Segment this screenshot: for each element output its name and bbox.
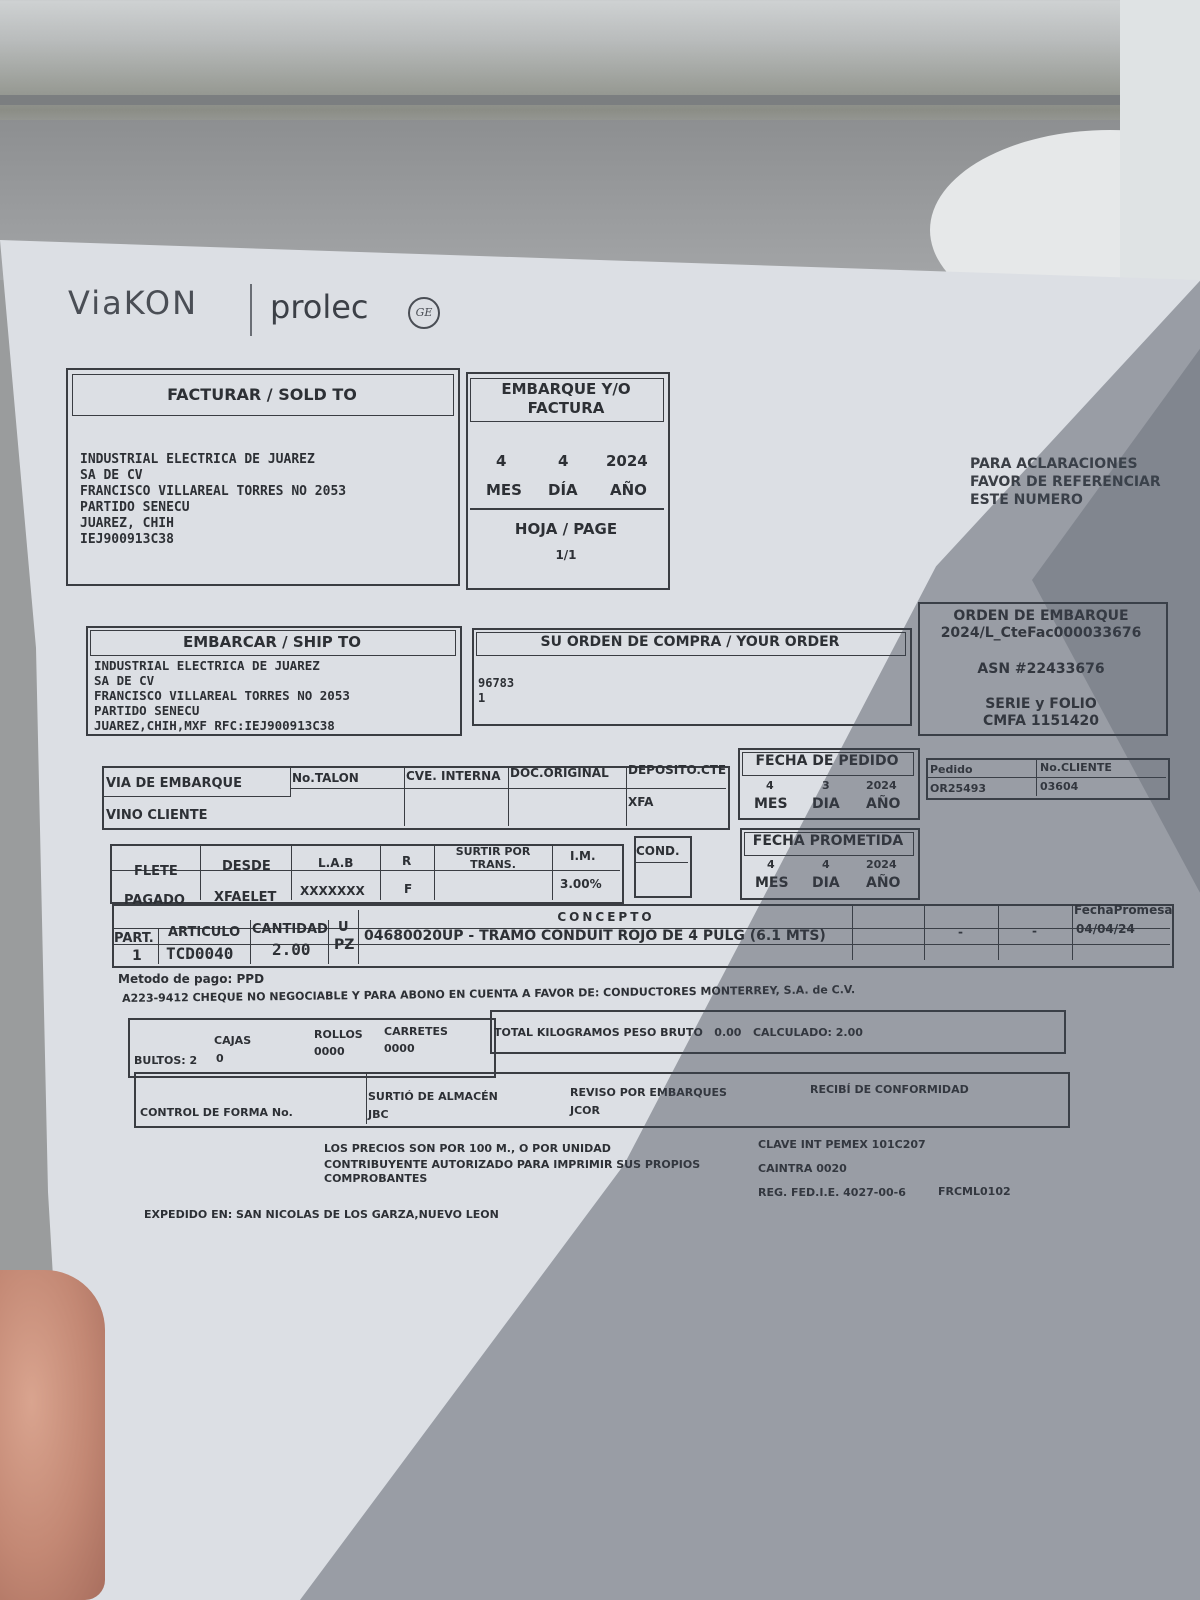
part-header: PART.: [114, 931, 154, 946]
clave-pemex: CLAVE INT PEMEX 101C207: [758, 1138, 926, 1151]
guardrail: [0, 95, 1200, 105]
lab-header: L.A.B: [318, 856, 354, 870]
fecha-pedido-anio-label: AÑO: [866, 796, 901, 812]
comprobantes-note: COMPROBANTES: [324, 1172, 428, 1185]
fecha-promesa-header: FechaPromesa: [1074, 903, 1173, 917]
cliente-header: No.CLIENTE: [1040, 761, 1112, 774]
fecha-pedido-dia: 3: [822, 779, 830, 792]
control-box: [134, 1072, 1070, 1128]
reviso-value: JCOR: [570, 1104, 600, 1117]
cond-divider: [634, 862, 688, 863]
fecha-prometida-anio: 2024: [866, 858, 897, 871]
cantidad-header: CANTIDAD: [252, 922, 328, 937]
pedido-value: OR25493: [930, 782, 987, 795]
sold-to-title: FACTURAR / SOLD TO: [167, 385, 357, 404]
ship-to-title: EMBARCAR / SHIP TO: [183, 633, 361, 651]
thumb-holding-paper: [0, 1270, 105, 1600]
embarque-dia-label: DÍA: [548, 481, 578, 499]
surtio-label: SURTIÓ DE ALMACÉN: [368, 1090, 498, 1103]
col-divider: [998, 904, 999, 960]
embarque-title: EMBARQUE Y/O FACTURA: [501, 380, 631, 417]
cond-label: COND.: [636, 844, 680, 858]
im-value: 3.00%: [560, 877, 602, 891]
doc-header: DOC.ORIGINAL: [510, 766, 609, 780]
fecha-pedido-mes: 4: [766, 779, 774, 792]
desde-header: DESDE: [222, 859, 271, 874]
rollos-value: 0000: [314, 1045, 345, 1058]
fecha-prometida-mes: 4: [767, 858, 775, 871]
sold-to-address: [80, 452, 346, 548]
control-divider: [366, 1072, 367, 1124]
surtio-value: JBC: [368, 1108, 389, 1121]
fecha-promesa-value: 04/04/24: [1076, 922, 1135, 936]
your-order-title: SU ORDEN DE COMPRA / YOUR ORDER: [540, 634, 840, 650]
cajas-value: 0: [216, 1052, 224, 1065]
fecha-prometida-title: FECHA PROMETIDA: [752, 833, 904, 849]
deposito-header: DEPOSITO.CTE: [628, 763, 727, 777]
fecha-prometida-mes-label: MES: [755, 875, 789, 891]
precios-note: LOS PRECIOS SON POR 100 M., O POR UNIDAD: [324, 1142, 611, 1155]
part-value: 1: [132, 948, 142, 964]
aclaraciones-note: [970, 455, 1161, 509]
aclaraciones-line: ESTE NUMERO: [970, 492, 1083, 508]
page-label: HOJA / PAGE: [514, 520, 618, 538]
ge-logo-icon: GE: [408, 297, 440, 329]
reg-fed: REG. FED.I.E. 4027-00-6: [758, 1186, 906, 1199]
via-value: VINO CLIENTE: [106, 808, 208, 823]
flete-header: FLETE: [134, 864, 178, 879]
fecha-pedido-anio: 2024: [866, 779, 897, 792]
embarque-mes-label: MES: [486, 481, 522, 499]
pedido-header: Pedido: [930, 763, 973, 776]
col-divider: [158, 928, 159, 964]
ship-to-line: INDUSTRIAL ELECTRICA DE JUAREZ: [94, 658, 320, 673]
embarque-mes: 4: [496, 452, 507, 470]
your-order-line: 96783: [478, 676, 515, 690]
frcm-code: FRCML0102: [938, 1185, 1011, 1198]
viakon-logo: ViaKON: [68, 284, 199, 322]
col-divider: [924, 904, 925, 960]
embarque-dia: 4: [558, 452, 569, 470]
items-row-rule: [112, 944, 1170, 945]
window-frame: [1120, 0, 1200, 300]
your-order-line: 1: [478, 691, 486, 705]
via-header: VIA DE EMBARQUE: [106, 776, 242, 791]
peso-total: TOTAL KILOGRAMOS PESO BRUTO 0.00 CALCULADO: 2.00: [494, 1026, 863, 1039]
lab-value: XXXXXXX: [300, 884, 365, 898]
cve-header: CVE. INTERNA: [406, 769, 501, 783]
concepto-header: CONCEPTO: [557, 910, 655, 924]
sold-to-line: JUAREZ, CHIH: [80, 516, 174, 531]
u-value: PZ: [334, 937, 355, 953]
cantidad-value: 2.00: [272, 940, 311, 959]
metodo-pago: Metodo de pago: PPD: [118, 972, 265, 986]
cliente-value: 03604: [1040, 780, 1079, 793]
sold-to-line: IEJ900913C38: [80, 532, 174, 547]
sold-to-line: FRANCISCO VILLAREAL TORRES NO 2053: [80, 484, 347, 499]
aclaraciones-line: PARA ACLARACIONES: [970, 456, 1138, 472]
col-divider: [250, 920, 251, 964]
serie-label: SERIE y FOLIO: [985, 696, 1097, 712]
expedido-en: EXPEDIDO EN: SAN NICOLAS DE LOS GARZA,NUEVO LEON: [144, 1208, 499, 1221]
prolec-logo: prolec: [270, 288, 369, 326]
col-divider: [852, 904, 853, 960]
fecha-prometida-anio-label: AÑO: [866, 875, 901, 891]
contribuyente-note: CONTRIBUYENTE AUTORIZADO PARA IMPRIMIR SUS PROPIOS: [324, 1158, 701, 1171]
sold-to-line: INDUSTRIAL ELECTRICA DE JUAREZ: [80, 452, 315, 467]
page-number: 1/1: [555, 548, 577, 562]
embarque-divider: [470, 508, 664, 510]
rollos-label: ROLLOS: [314, 1028, 363, 1041]
carretes-value: 0000: [384, 1042, 415, 1055]
asn-number: ASN #22433676: [977, 661, 1105, 677]
col-divider: [328, 920, 329, 964]
carretes-label: CARRETES: [384, 1025, 448, 1038]
item-dash-2: -: [1032, 924, 1037, 938]
pedido-row-divider: [926, 777, 1166, 778]
surtir-header: SURTIR POR TRANS.: [455, 845, 531, 871]
articulo-value: TCD0040: [166, 944, 234, 963]
articulo-header: ARTICULO: [168, 925, 241, 940]
cajas-label: CAJAS: [214, 1034, 252, 1047]
ship-to-line: FRANCISCO VILLAREAL TORRES NO 2053: [94, 688, 350, 703]
ship-to-line: PARTIDO SENECU: [94, 703, 200, 718]
talon-header: No.TALON: [292, 771, 359, 785]
flete-value: PAGADO: [124, 893, 185, 908]
recibi-label: RECIBÍ DE CONFORMIDAD: [810, 1083, 969, 1096]
desde-value: XFAELET: [214, 890, 277, 905]
sold-to-line: SA DE CV: [80, 468, 143, 483]
serie-folio: CMFA 1151420: [982, 713, 1100, 729]
reviso-label: REVISO POR EMBARQUES: [570, 1086, 727, 1099]
col-divider: [358, 910, 359, 964]
ship-to-line: JUAREZ,CHIH,MXF RFC:IEJ900913C38: [94, 718, 335, 733]
u-header: U: [338, 920, 349, 935]
embarque-anio: 2024: [606, 452, 648, 470]
aclaraciones-line: FAVOR DE REFERENCIAR: [970, 474, 1161, 490]
logo-separator: [250, 284, 252, 336]
item-dash-1: -: [958, 925, 963, 939]
control-label: CONTROL DE FORMA No.: [140, 1106, 293, 1119]
via-mid-rule: [290, 788, 726, 789]
r-value: F: [404, 882, 413, 896]
concepto-value: 04680020UP - TRAMO CONDUIT ROJO DE 4 PULG (6.1 MTS): [364, 928, 826, 944]
your-order-values: [478, 676, 514, 706]
orden-embarque-title: ORDEN DE EMBARQUE: [953, 608, 1129, 624]
fecha-pedido-mes-label: MES: [754, 796, 788, 812]
col-divider: [1072, 904, 1073, 960]
bultos-count: BULTOS: 2: [134, 1054, 198, 1067]
ship-to-line: SA DE CV: [94, 673, 155, 688]
caintra: CAINTRA 0020: [758, 1162, 847, 1175]
ship-to-address: [94, 658, 350, 733]
r-header: R: [402, 854, 412, 868]
fecha-pedido-title: FECHA DE PEDIDO: [755, 753, 899, 769]
sold-to-line: PARTIDO SENECU: [80, 500, 190, 515]
fecha-pedido-dia-label: DIA: [812, 796, 840, 812]
fecha-prometida-dia: 4: [822, 858, 830, 871]
cheque-note: A223-9412 CHEQUE NO NEGOCIABLE Y PARA ABONO EN CUENTA A FAVOR DE: CONDUCTORES MONTERREY, S.A. de C.V.: [122, 983, 856, 1005]
deposito-value: XFA: [628, 795, 654, 809]
im-header: I.M.: [570, 849, 596, 863]
fecha-prometida-dia-label: DIA: [812, 875, 840, 891]
embarque-anio-label: AÑO: [610, 481, 647, 499]
orden-embarque-number: 2024/L_CteFac000033676: [940, 625, 1142, 641]
